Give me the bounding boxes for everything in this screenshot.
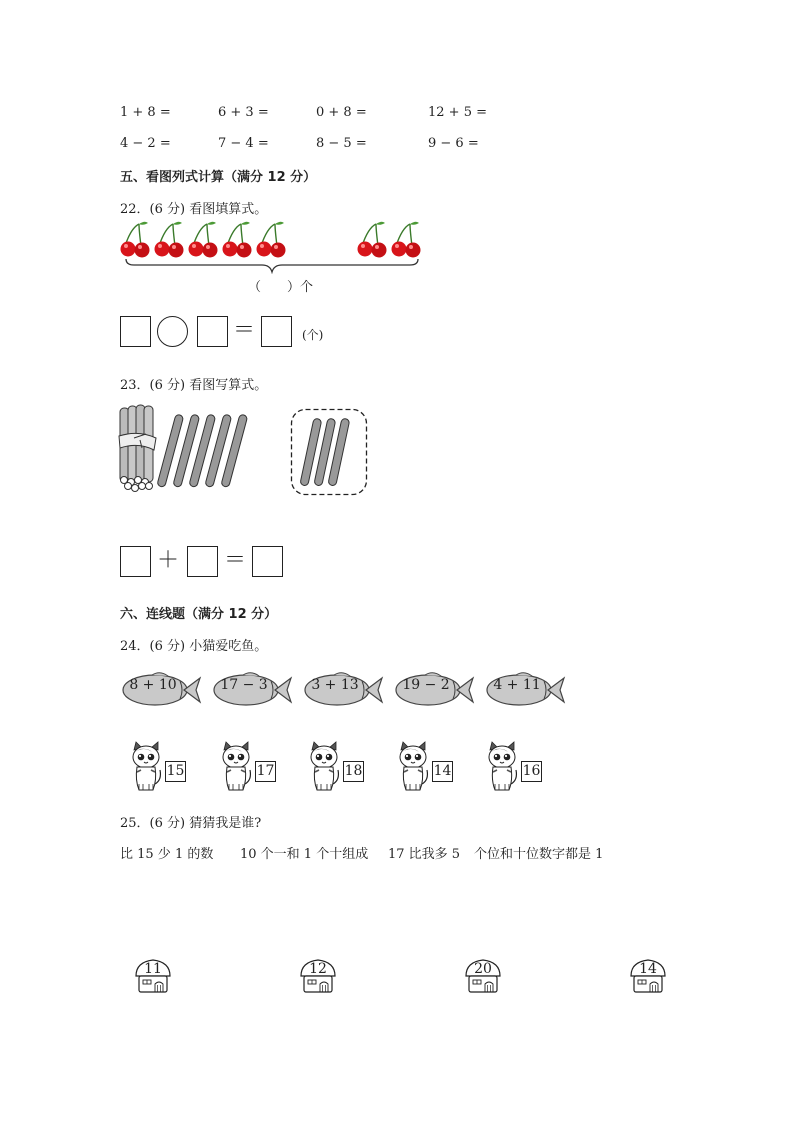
cat-item[interactable] [130, 740, 190, 794]
cat-number: 16 [521, 761, 542, 782]
q25-label: 25．(6 分) 猜猜我是谁? [120, 816, 262, 831]
cat-item[interactable] [486, 740, 546, 794]
arith-row1-item-2: 0 + 8 = [316, 105, 367, 120]
operator-circle[interactable] [157, 316, 188, 347]
answer-box-2[interactable] [197, 316, 228, 347]
fish-item[interactable] [395, 670, 475, 704]
q22-label: 22．(6 分) 看图填算式。 [120, 202, 268, 217]
answer-box-1[interactable] [120, 316, 151, 347]
answer-box-result[interactable] [261, 316, 292, 347]
section6-title: 六、连线题（满分 12 分） [120, 607, 278, 622]
stick-bundle-icon [119, 405, 156, 492]
answer-box-1[interactable] [120, 546, 151, 577]
section5-title: 五、看图列式计算（满分 12 分） [120, 170, 317, 185]
fish-item[interactable] [486, 670, 566, 704]
fish-expression: 19 − 2 [402, 677, 450, 693]
clue-item[interactable]: 比 15 少 1 的数 [120, 847, 214, 862]
house-number: 14 [639, 961, 657, 977]
clue-item[interactable]: 17 比我多 5 [388, 847, 461, 862]
house-number: 12 [309, 961, 327, 977]
house-item[interactable] [463, 958, 503, 998]
unit-label: (个) [302, 328, 324, 342]
house-item[interactable] [133, 958, 173, 998]
clue-item[interactable]: 10 个一和 1 个十组成 [240, 847, 369, 862]
equals-sign: ＝ [232, 318, 255, 343]
fish-expression: 3 + 13 [311, 677, 359, 693]
q24-label: 24．(6 分) 小猫爱吃鱼。 [120, 639, 268, 654]
arith-row1-item-1: 6 + 3 = [218, 105, 269, 120]
answer-box-2[interactable] [187, 546, 218, 577]
cat-number: 15 [165, 761, 186, 782]
cat-icon [397, 740, 431, 794]
fish-expression: 8 + 10 [129, 677, 177, 693]
equals-sign: ＝ [223, 548, 246, 573]
fish-expression: 17 − 3 [220, 677, 268, 693]
cat-item[interactable] [220, 740, 280, 794]
arith-row1-item-0: 1 + 8 = [120, 105, 171, 120]
cherry-icon [155, 222, 184, 258]
arith-row1-item-3: 12 + 5 = [428, 105, 487, 120]
fish-item[interactable] [122, 670, 202, 704]
cherries-illustration [118, 220, 428, 262]
q23-label: 23．(6 分) 看图写算式。 [120, 378, 268, 393]
cat-number: 17 [255, 761, 276, 782]
answer-box-result[interactable] [252, 546, 283, 577]
cat-icon [130, 740, 164, 794]
cat-icon [220, 740, 254, 794]
circled-sticks-illustration [290, 408, 368, 498]
clue-item[interactable]: 个位和十位数字都是 1 [474, 847, 604, 862]
cherry-icon [121, 222, 150, 258]
house-number: 11 [144, 961, 162, 977]
arith-row2-item-0: 4 − 2 = [120, 136, 171, 151]
cherry-icon [358, 222, 387, 258]
cat-item[interactable] [308, 740, 368, 794]
house-item[interactable] [628, 958, 668, 998]
house-number: 20 [474, 961, 492, 977]
cat-icon [308, 740, 342, 794]
cat-number: 18 [343, 761, 364, 782]
fish-item[interactable] [304, 670, 384, 704]
cat-item[interactable] [397, 740, 457, 794]
house-item[interactable] [298, 958, 338, 998]
plus-sign: ＋ [156, 548, 179, 573]
cat-number: 14 [432, 761, 453, 782]
cherry-icon [257, 222, 286, 258]
arith-row2-item-2: 8 − 5 = [316, 136, 367, 151]
brace-label: （ ）个 [248, 280, 314, 295]
fish-item[interactable] [213, 670, 293, 704]
fish-expression: 4 + 11 [493, 677, 541, 693]
cherry-icon [392, 222, 421, 258]
brace-icon [124, 258, 420, 274]
cat-icon [486, 740, 520, 794]
arith-row2-item-1: 7 − 4 = [218, 136, 269, 151]
cherry-icon [189, 222, 218, 258]
cherry-icon [223, 222, 252, 258]
sticks-illustration [116, 402, 256, 494]
arith-row2-item-3: 9 − 6 = [428, 136, 479, 151]
